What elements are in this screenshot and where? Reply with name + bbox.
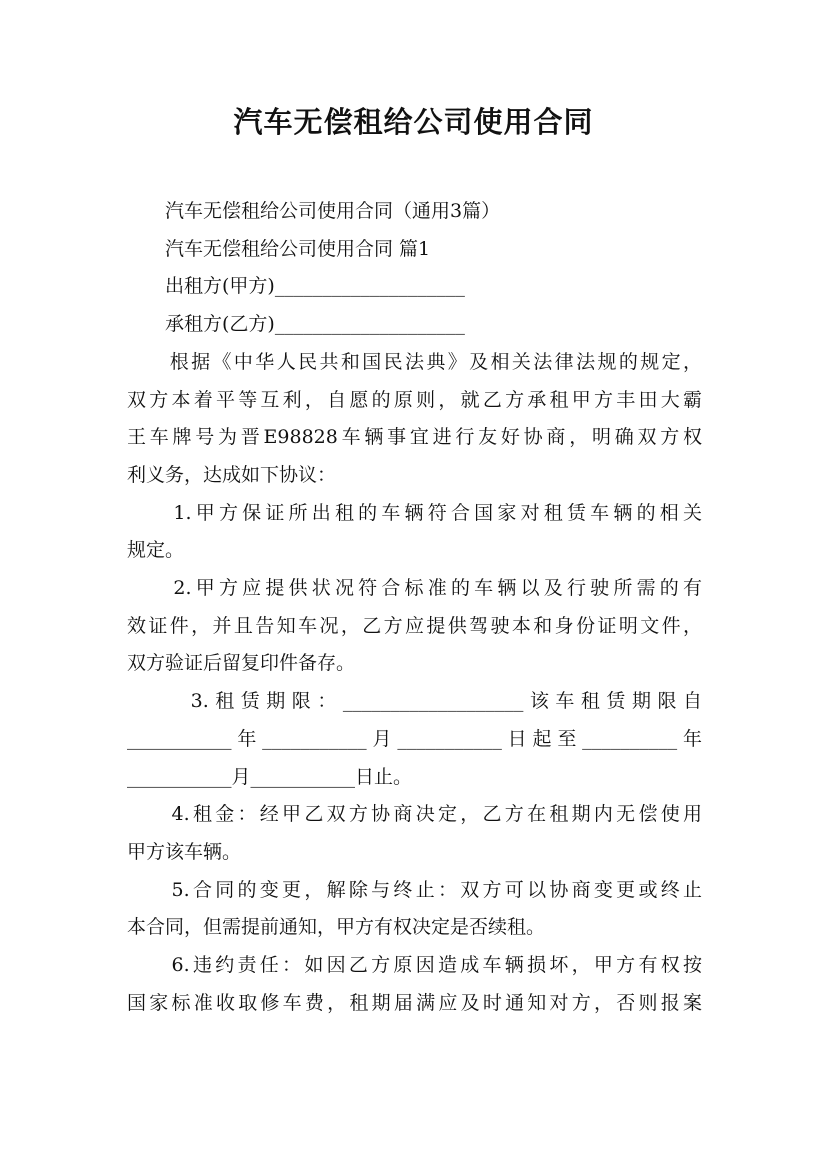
body-line: 承租方(乙方)____________________ bbox=[127, 313, 465, 335]
body-line: 6.违约责任：如因乙方原因造成车辆损坏，甲方有权按 bbox=[127, 954, 702, 976]
body-line: 3.租赁期限：___________________该车租赁期限自 bbox=[127, 690, 702, 712]
body-line: 效证件，并且告知车况，乙方应提供驾驶本和身份证明文件， bbox=[127, 615, 702, 637]
body-line: 王车牌号为晋E98828车辆事宜进行友好协商，明确双方权 bbox=[127, 426, 702, 448]
body-line: 汽车无偿租给公司使用合同 篇1 bbox=[127, 238, 431, 260]
body-line: 甲方该车辆。 bbox=[127, 841, 242, 863]
body-line: 规定。 bbox=[127, 539, 185, 561]
body-line: 2.甲方应提供状况符合标准的车辆以及行驶所需的有 bbox=[127, 577, 702, 599]
body-line: 4.租金：经甲乙双方协商决定，乙方在租期内无偿使用 bbox=[127, 803, 702, 825]
body-line: 1.甲方保证所出租的车辆符合国家对租赁车辆的相关 bbox=[127, 502, 702, 524]
body-line: 双方验证后留复印件备存。 bbox=[127, 652, 356, 674]
body-line: ___________月___________日止。 bbox=[127, 766, 413, 788]
document-title: 汽车无偿租给公司使用合同 bbox=[233, 105, 594, 139]
body-line: 汽车无偿租给公司使用合同（通用3篇） bbox=[127, 200, 501, 222]
body-line: ___________年___________月___________日起至__________年 bbox=[127, 728, 702, 750]
body-line: 出租方(甲方)____________________ bbox=[127, 275, 465, 297]
body-line: 本合同，但需提前通知，甲方有权决定是否续租。 bbox=[127, 916, 546, 938]
body-line: 5.合同的变更，解除与终止：双方可以协商变更或终止 bbox=[127, 879, 702, 901]
body-line: 利义务，达成如下协议： bbox=[127, 464, 337, 486]
body-line: 根据《中华人民共和国民法典》及相关法律法规的规定， bbox=[127, 351, 702, 373]
body-line: 国家标准收取修车费，租期届满应及时通知对方，否则报案 bbox=[127, 992, 702, 1014]
body-line: 双方本着平等互利，自愿的原则，就乙方承租甲方丰田大霸 bbox=[127, 389, 702, 411]
